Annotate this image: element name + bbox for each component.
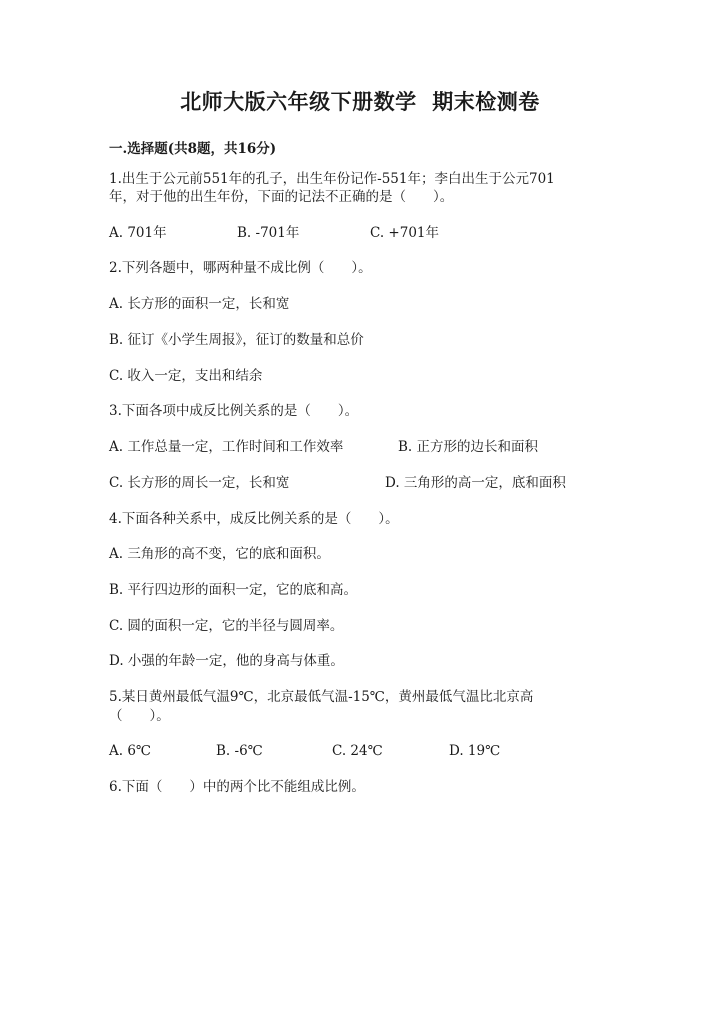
question-2-option-b: B. 征订《小学生周报》，征订的数量和总价 [109, 332, 364, 348]
question-6-line-1: 6.下面（ ）中的两个比不能组成比例。 [109, 779, 365, 795]
question-2-line-1: 2.下列各题中，哪两种量不成比例（ ）。 [109, 260, 372, 276]
question-3-option-d: D. 三角形的高一定，底和面积 [385, 475, 566, 491]
section-heading: 一.选择题(共8题，共16分) [109, 141, 277, 157]
question-1-option-c: C. +701年 [370, 225, 440, 241]
question-3-option-c: C. 长方形的周长一定，长和宽 [109, 475, 290, 491]
question-4-option-c: C. 圆的面积一定，它的半径与圆周率。 [109, 618, 344, 634]
question-3-option-b: B. 正方形的边长和面积 [398, 439, 539, 455]
question-1-line-1: 1.出生于公元前551年的孔子，出生年份记作-551年；李白出生于公元701 [109, 171, 555, 187]
question-3-line-1: 3.下面各项中成反比例关系的是（ ）。 [109, 403, 359, 419]
question-1-option-a: A. 701年 [109, 225, 167, 241]
question-5-option-c: C. 24℃ [332, 743, 383, 759]
question-2-option-c: C. 收入一定，支出和结余 [109, 368, 263, 384]
question-4-option-a: A. 三角形的高不变，它的底和面积。 [109, 546, 330, 562]
question-4-line-1: 4.下面各种关系中，成反比例关系的是（ ）。 [109, 511, 399, 527]
question-5-line-1: 5.某日黄州最低气温9℃，北京最低气温-15℃，黄州最低气温比北京高 [109, 689, 534, 705]
question-5-option-a: A. 6℃ [109, 743, 152, 759]
page-title: 北师大版六年级下册数学 期末检测卷 [180, 89, 540, 114]
question-4-option-b: B. 平行四边形的面积一定，它的底和高。 [109, 582, 358, 598]
question-5-line-2: （ ）。 [109, 708, 170, 724]
question-1-option-b: B. -701年 [237, 225, 300, 241]
question-5-option-d: D. 19℃ [449, 743, 501, 759]
question-2-option-a: A. 长方形的面积一定，长和宽 [109, 296, 290, 312]
question-3-option-a: A. 工作总量一定，工作时间和工作效率 [109, 439, 344, 455]
question-1-line-2: 年，对于他的出生年份，下面的记法不正确的是（ ）。 [109, 189, 454, 205]
question-5-option-b: B. -6℃ [216, 743, 263, 759]
question-4-option-d: D. 小强的年龄一定，他的身高与体重。 [109, 653, 344, 669]
